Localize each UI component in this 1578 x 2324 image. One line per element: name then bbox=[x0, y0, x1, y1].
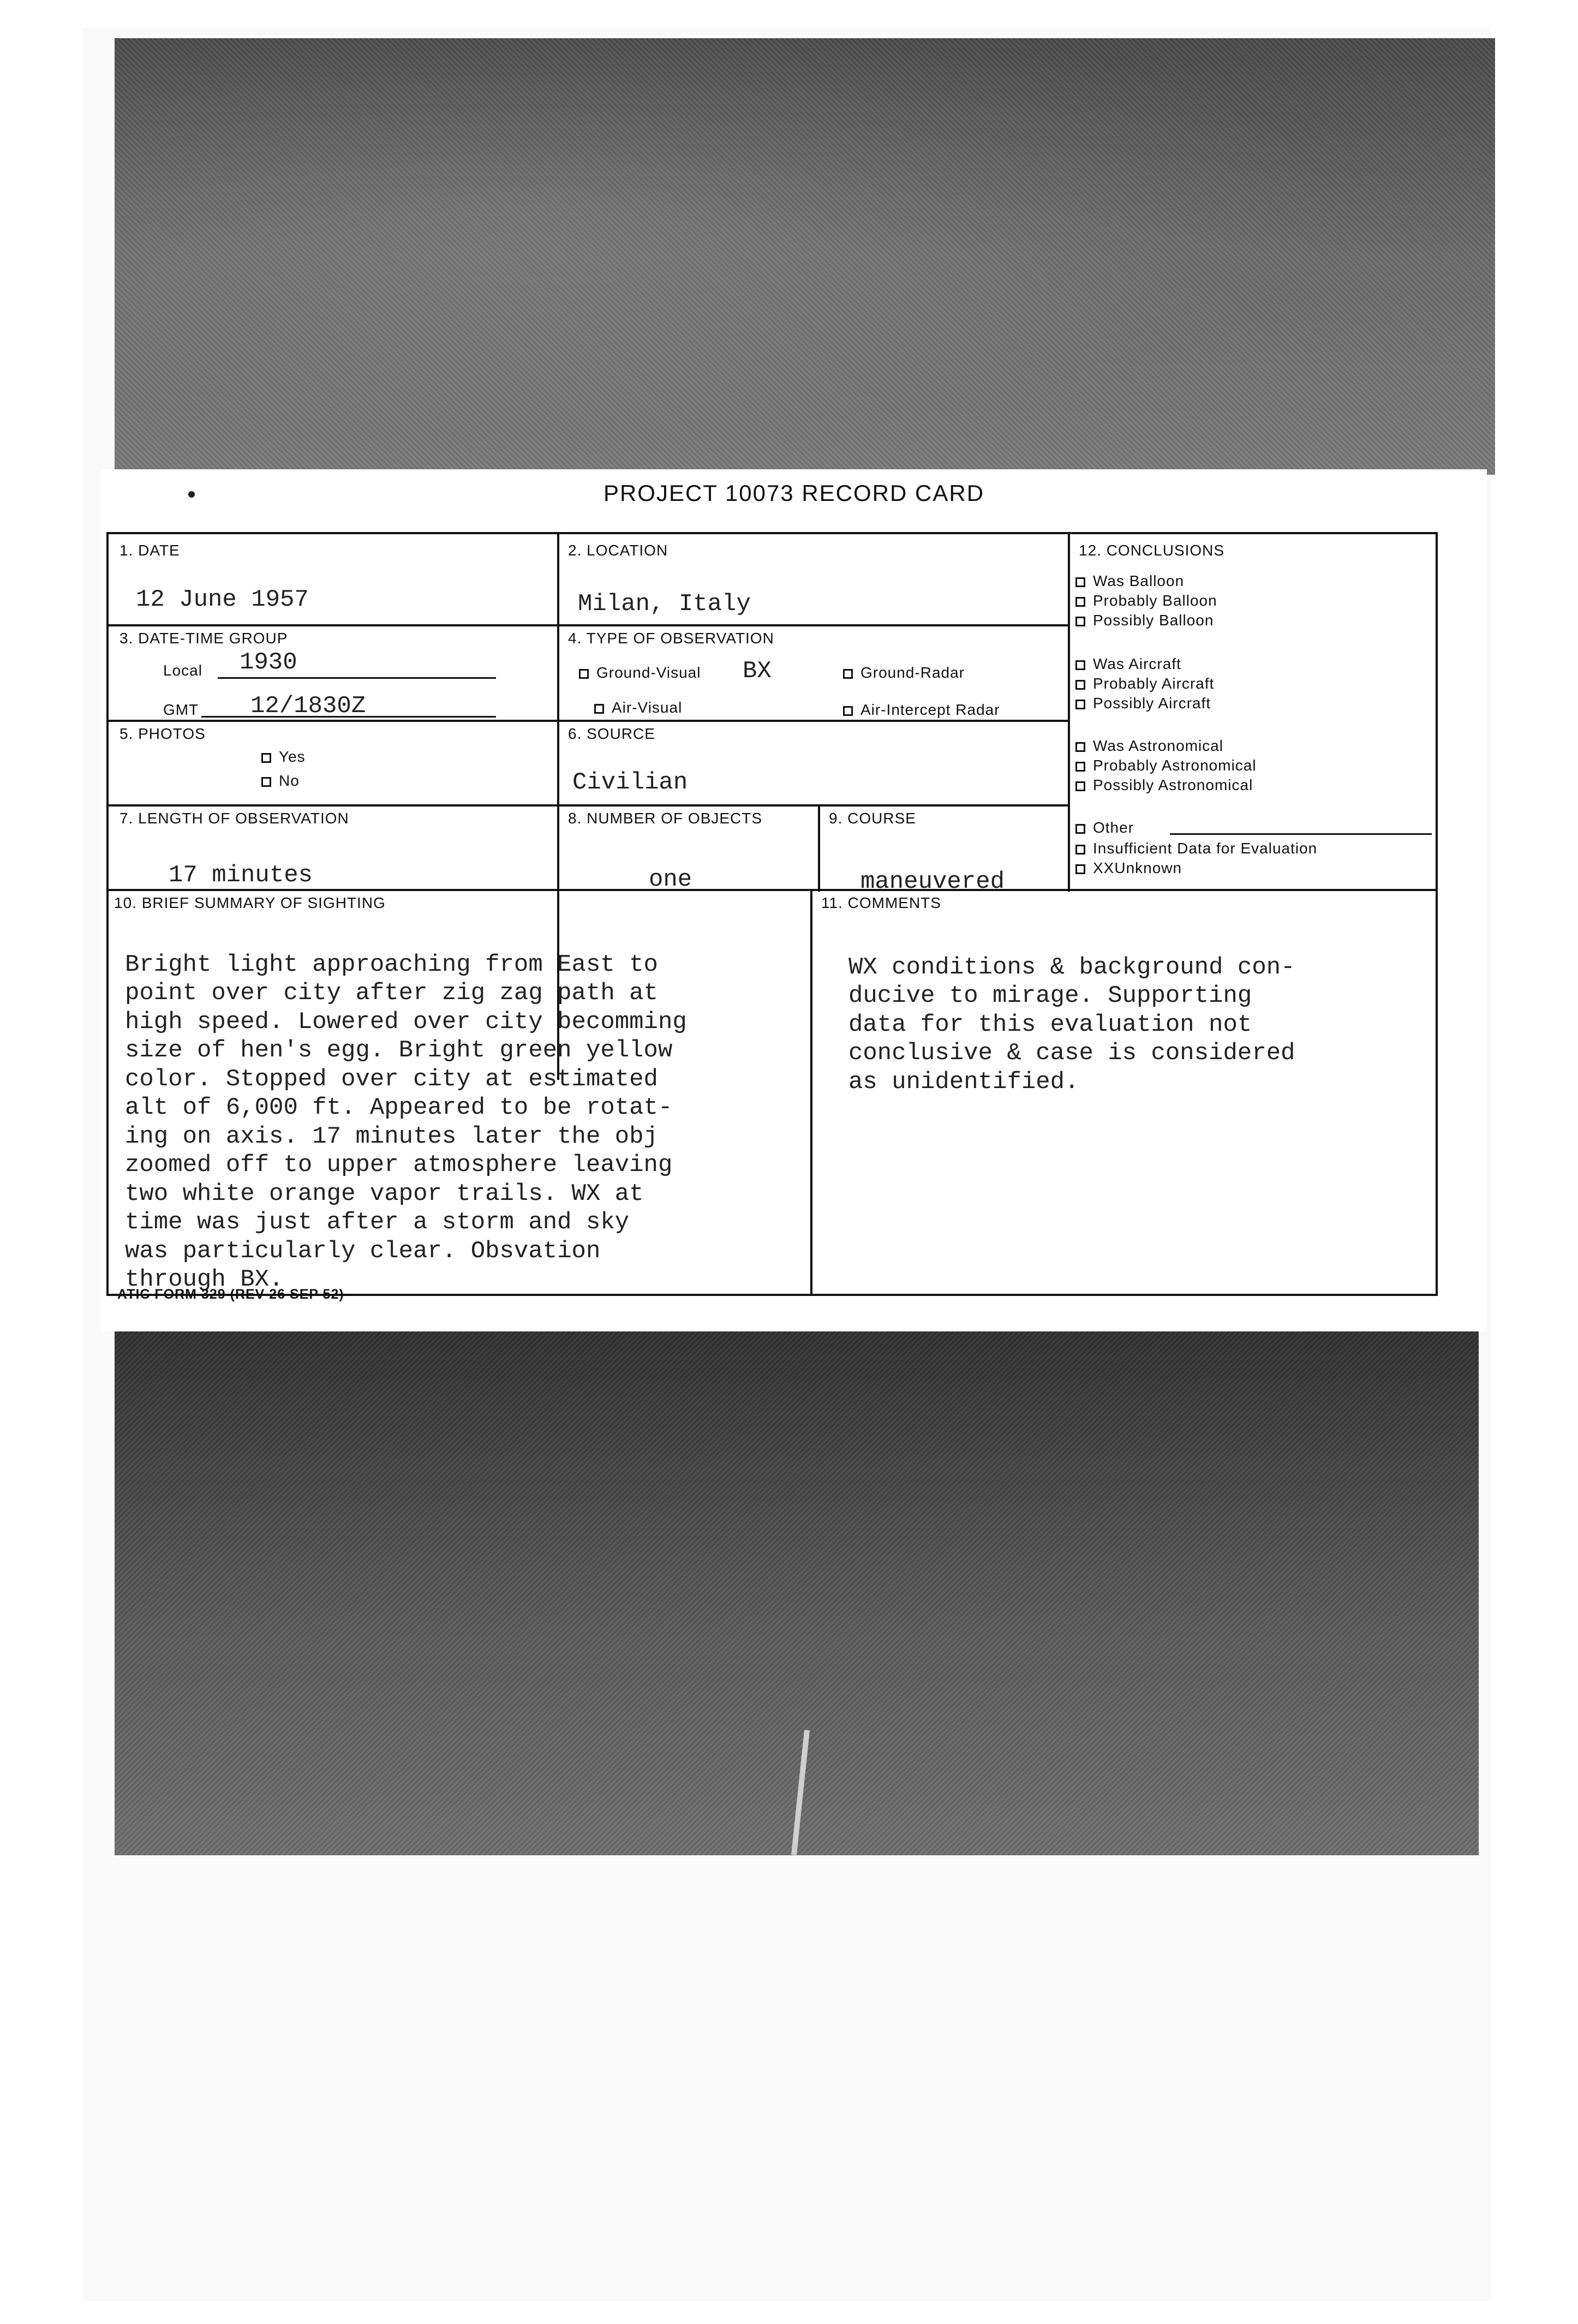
conclusion-label: Was Balloon bbox=[1093, 572, 1185, 589]
source-value: Civilian bbox=[572, 769, 688, 796]
checkbox-icon[interactable] bbox=[843, 706, 853, 716]
comment-line: conclusive & case is considered bbox=[848, 1039, 1295, 1067]
other-underline bbox=[1170, 833, 1432, 835]
photos-yes-option[interactable] bbox=[261, 748, 306, 766]
checkbox-icon[interactable] bbox=[261, 753, 271, 763]
type-label: 4. TYPE OF OBSERVATION bbox=[568, 630, 774, 647]
conclusions-label: 12. CONCLUSIONS bbox=[1079, 542, 1225, 559]
form-id: ATIC FORM 329 (REV 26 SEP 52) bbox=[117, 1287, 344, 1302]
local-label: Local bbox=[163, 662, 202, 679]
location-label: 2. LOCATION bbox=[568, 542, 668, 559]
summary-line: ing on axis. 17 minutes later the obj bbox=[125, 1122, 658, 1150]
comments-label: 11. COMMENTS bbox=[821, 894, 941, 911]
conclusion-label: Unknown bbox=[1114, 859, 1182, 876]
ground-radar-option[interactable] bbox=[843, 664, 965, 682]
checkbox-icon[interactable] bbox=[1075, 617, 1085, 626]
comment-line: ducive to mirage. Supporting bbox=[848, 982, 1252, 1009]
conclusion-option[interactable] bbox=[1075, 757, 1257, 774]
checkbox-icon[interactable] bbox=[1075, 762, 1085, 772]
conclusion-label: Possibly Aircraft bbox=[1093, 695, 1211, 712]
gmt-underline bbox=[201, 716, 496, 718]
summary-line: Bright light approaching from East to bbox=[125, 951, 658, 978]
photos-no-option[interactable] bbox=[261, 772, 300, 790]
length-label: 7. LENGTH OF OBSERVATION bbox=[119, 810, 349, 827]
punch-hole bbox=[188, 491, 195, 498]
checkbox-icon[interactable] bbox=[1075, 700, 1085, 709]
scan-shadow-bottom bbox=[115, 1331, 1479, 1855]
conclusion-option[interactable] bbox=[1075, 572, 1184, 590]
conclusion-option[interactable] bbox=[1075, 776, 1253, 794]
conclusion-label: Insufficient Data for Evaluation bbox=[1093, 840, 1318, 857]
source-label: 6. SOURCE bbox=[568, 725, 655, 742]
conclusion-option[interactable] bbox=[1075, 695, 1211, 712]
photos-no-label: No bbox=[279, 772, 300, 789]
checkbox-icon[interactable] bbox=[1075, 597, 1085, 607]
length-value: 17 minutes bbox=[169, 862, 313, 889]
gmt-value: 12/1830Z bbox=[250, 692, 366, 720]
checkbox-icon[interactable] bbox=[1075, 742, 1085, 752]
date-value: 12 June 1957 bbox=[136, 586, 309, 613]
summary-label: 10. BRIEF SUMMARY OF SIGHTING bbox=[114, 894, 386, 911]
summary-line: through BX. bbox=[125, 1266, 284, 1293]
checkbox-icon[interactable] bbox=[1075, 680, 1085, 690]
course-label: 9. COURSE bbox=[829, 810, 916, 827]
air-intercept-option[interactable] bbox=[843, 701, 1000, 719]
date-label: 1. DATE bbox=[119, 542, 180, 559]
checkbox-icon[interactable] bbox=[843, 669, 853, 679]
local-underline bbox=[218, 677, 496, 679]
unknown-mark: XX bbox=[1093, 859, 1115, 876]
conclusion-label: Was Astronomical bbox=[1093, 737, 1224, 754]
summary-line: high speed. Lowered over city becomming bbox=[125, 1008, 687, 1036]
conclusion-option[interactable] bbox=[1075, 655, 1181, 673]
summary-line: two white orange vapor trails. WX at bbox=[125, 1180, 644, 1208]
photos-label: 5. PHOTOS bbox=[119, 725, 206, 742]
checkbox-icon[interactable] bbox=[1075, 824, 1085, 834]
record-card bbox=[101, 469, 1487, 1331]
summary-line: alt of 6,000 ft. Appeared to be rotat- bbox=[125, 1094, 673, 1121]
photos-yes-label: Yes bbox=[279, 748, 306, 765]
summary-line: point over city after zig zag path at bbox=[125, 979, 658, 1007]
conclusion-option-unknown[interactable] bbox=[1075, 859, 1182, 877]
location-value: Milan, Italy bbox=[578, 590, 751, 618]
comment-line: data for this evaluation not bbox=[848, 1011, 1252, 1038]
air-visual-option[interactable] bbox=[594, 699, 682, 716]
summary-line: was particularly clear. Obsvation bbox=[125, 1237, 601, 1265]
air-intercept-label: Air-Intercept Radar bbox=[860, 701, 1000, 718]
ground-radar-label: Ground-Radar bbox=[860, 664, 965, 681]
conclusion-label: Possibly Astronomical bbox=[1093, 776, 1253, 793]
gmt-label: GMT bbox=[163, 701, 199, 718]
checkbox-icon[interactable] bbox=[261, 777, 271, 787]
checkbox-icon[interactable] bbox=[1075, 781, 1085, 791]
summary-line: time was just after a storm and sky bbox=[125, 1209, 630, 1236]
conclusion-option[interactable] bbox=[1075, 612, 1214, 629]
divider bbox=[1068, 534, 1070, 892]
form-grid bbox=[106, 532, 1438, 1296]
checkbox-icon[interactable] bbox=[579, 669, 589, 679]
course-value: maneuvered bbox=[860, 868, 1005, 895]
summary-line: zoomed off to upper atmosphere leaving bbox=[125, 1151, 673, 1179]
ground-visual-label: Ground-Visual bbox=[596, 664, 701, 681]
checkbox-icon[interactable] bbox=[1075, 660, 1085, 670]
conclusion-label: Probably Balloon bbox=[1093, 592, 1217, 609]
comment-line: WX conditions & background con- bbox=[848, 953, 1295, 981]
dtg-label: 3. DATE-TIME GROUP bbox=[119, 630, 288, 647]
divider bbox=[109, 804, 1068, 806]
scan-shadow-top bbox=[115, 38, 1495, 475]
air-visual-label: Air-Visual bbox=[612, 699, 683, 716]
conclusion-option[interactable] bbox=[1075, 819, 1134, 837]
local-value: 1930 bbox=[240, 649, 297, 676]
conclusion-option[interactable] bbox=[1075, 592, 1217, 610]
divider bbox=[109, 889, 1438, 891]
checkbox-icon[interactable] bbox=[1075, 864, 1085, 874]
checkbox-icon[interactable] bbox=[1075, 845, 1085, 855]
conclusion-label: Probably Aircraft bbox=[1093, 675, 1215, 692]
checkbox-icon[interactable] bbox=[594, 704, 604, 714]
divider bbox=[810, 889, 812, 1295]
summary-line: size of hen's egg. Bright green yellow bbox=[125, 1037, 673, 1064]
card-title: PROJECT 10073 RECORD CARD bbox=[603, 480, 985, 506]
objects-label: 8. NUMBER OF OBJECTS bbox=[568, 810, 763, 827]
conclusion-label: Was Aircraft bbox=[1093, 655, 1181, 672]
conclusion-label: Possibly Balloon bbox=[1093, 612, 1214, 629]
conclusion-option[interactable] bbox=[1075, 737, 1223, 755]
comments-text bbox=[848, 924, 1295, 1096]
conclusion-option[interactable] bbox=[1075, 675, 1214, 692]
divider bbox=[818, 804, 820, 892]
conclusion-label: Other bbox=[1093, 819, 1134, 836]
ground-visual-mark: BX bbox=[743, 658, 772, 685]
checkbox-icon[interactable] bbox=[1075, 577, 1085, 587]
conclusion-option[interactable] bbox=[1075, 840, 1317, 857]
divider bbox=[109, 720, 1068, 722]
conclusion-label: Probably Astronomical bbox=[1093, 757, 1257, 774]
comment-line: as unidentified. bbox=[848, 1068, 1079, 1096]
summary-line: color. Stopped over city at estimated bbox=[125, 1065, 658, 1093]
divider bbox=[109, 624, 1068, 626]
objects-value: one bbox=[649, 866, 692, 893]
summary-text bbox=[125, 922, 687, 1294]
ground-visual-option[interactable] bbox=[579, 664, 701, 682]
